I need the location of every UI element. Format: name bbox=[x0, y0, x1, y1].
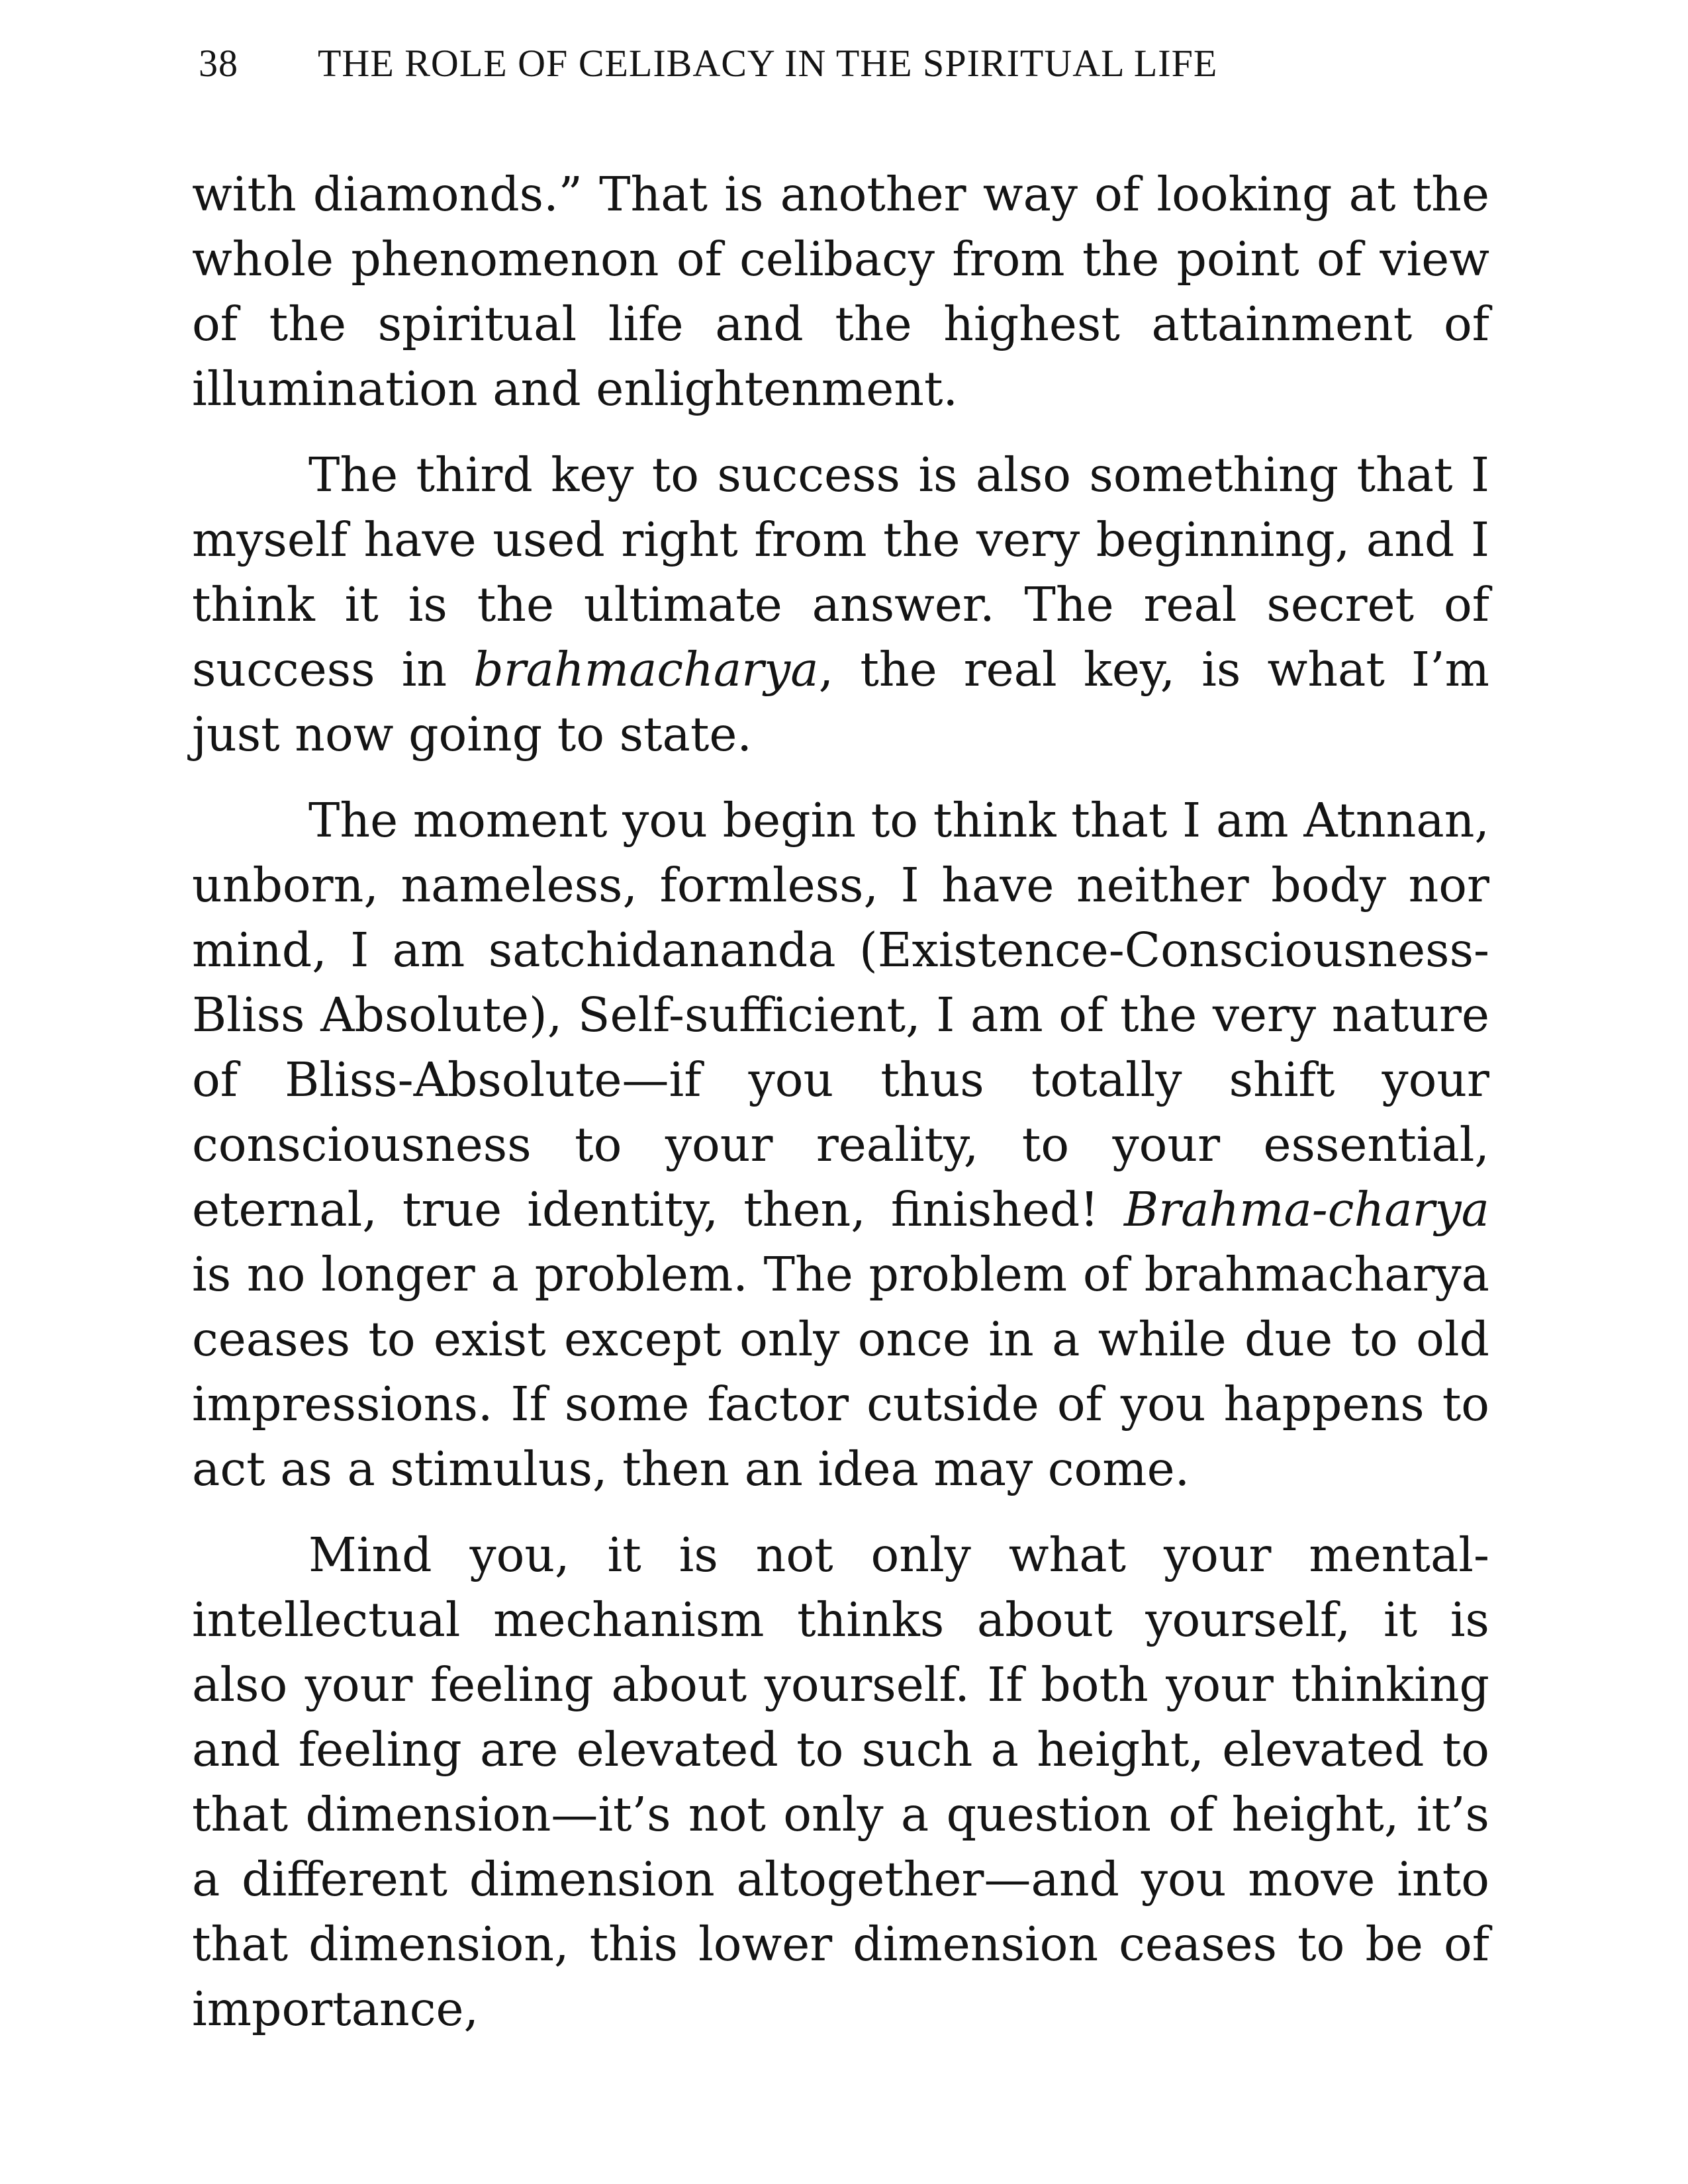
running-head bbox=[199, 41, 1390, 94]
running-title: THE ROLE OF CELIBACY IN THE SPIRITUAL LIFE bbox=[318, 42, 1218, 85]
paragraph-3 bbox=[192, 788, 1489, 1502]
paragraph-4 bbox=[192, 1523, 1489, 2042]
paragraph-3-text-a: The moment you begin to think that I am Atnnan, unborn, nameless, formless, I have neither body nor mind, I am satchidananda (Existence-Consciousness-Bliss Absolute), Self-sufficient, I am of the very nature of Bliss-Absolute—if you thus totally shift your consciousness to your reality, to your essential, eternal, true identity, then, finished! bbox=[192, 793, 1489, 1237]
paragraph-2-text-b: , the real key, is what I’m just now going to state. bbox=[192, 642, 1489, 762]
paragraph-2-italic-term: brahmacharya bbox=[473, 642, 819, 697]
paragraph-1-text: with diamonds.” That is another way of looking at the whole phenomenon of celibacy from the point of view of the spiritual life and the highest attainment of illumination and enlightenment. bbox=[192, 167, 1489, 416]
paragraph-1 bbox=[192, 162, 1489, 422]
body-text bbox=[192, 162, 1489, 2063]
paragraph-4-text: Mind you, it is not only what your mental-intellectual mechanism thinks about yourself, it is also your feeling about yourself. If both your thinking and feeling are elevated to such a height, elevated to that dimension—it’s not only a question of height, it’s a different dimension altogether—and you move into that dimension, this lower dimension ceases to be of importance, bbox=[192, 1527, 1489, 2036]
paragraph-3-italic-term: Brahma-charya bbox=[1123, 1182, 1489, 1237]
page-number: 38 bbox=[199, 42, 238, 85]
paragraph-3-text-b: is no longer a problem. The problem of brahmacharya ceases to exist except only once in a while due to old impressions. If some factor cutside of you happens to act as a stimulus, then an idea may come. bbox=[192, 1247, 1489, 1496]
paragraph-2 bbox=[192, 443, 1489, 767]
paragraph-2-text-a: The third key to success is also something that I myself have used right from the very beginning, and I think it is the ultimate answer. The real secret of success in bbox=[192, 447, 1489, 697]
